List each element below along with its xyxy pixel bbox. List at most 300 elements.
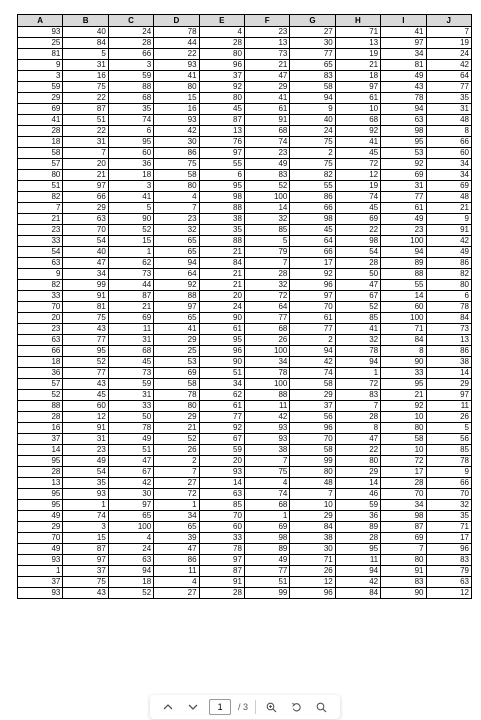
- table-cell[interactable]: 79: [426, 566, 471, 577]
- table-cell[interactable]: 92: [381, 159, 426, 170]
- table-cell[interactable]: 86: [290, 192, 335, 203]
- table-cell[interactable]: 84: [426, 313, 471, 324]
- table-cell[interactable]: 55: [381, 280, 426, 291]
- table-cell[interactable]: 60: [426, 148, 471, 159]
- table-cell[interactable]: 32: [154, 225, 199, 236]
- table-cell[interactable]: 1: [63, 500, 108, 511]
- table-cell[interactable]: 18: [18, 137, 63, 148]
- table-cell[interactable]: 28: [18, 126, 63, 137]
- table-cell[interactable]: 41: [381, 27, 426, 38]
- table-cell[interactable]: 95: [199, 181, 244, 192]
- table-cell[interactable]: 88: [199, 236, 244, 247]
- table-cell[interactable]: 93: [154, 60, 199, 71]
- table-cell[interactable]: 28: [335, 533, 380, 544]
- table-cell[interactable]: 21: [199, 280, 244, 291]
- table-cell[interactable]: 97: [63, 181, 108, 192]
- table-cell[interactable]: 15: [154, 93, 199, 104]
- table-cell[interactable]: 59: [335, 500, 380, 511]
- table-cell[interactable]: 16: [63, 71, 108, 82]
- table-cell[interactable]: 96: [290, 588, 335, 599]
- column-header-i[interactable]: I: [381, 15, 426, 27]
- table-cell[interactable]: 93: [18, 27, 63, 38]
- table-cell[interactable]: 42: [426, 236, 471, 247]
- table-cell[interactable]: 28: [18, 467, 63, 478]
- table-cell[interactable]: 41: [335, 324, 380, 335]
- table-cell[interactable]: 49: [108, 434, 153, 445]
- table-cell[interactable]: 31: [63, 434, 108, 445]
- table-cell[interactable]: 37: [290, 401, 335, 412]
- table-cell[interactable]: 29: [426, 379, 471, 390]
- column-header-h[interactable]: H: [335, 15, 380, 27]
- table-cell[interactable]: 30: [290, 544, 335, 555]
- table-cell[interactable]: 70: [381, 489, 426, 500]
- table-cell[interactable]: 20: [199, 456, 244, 467]
- table-cell[interactable]: 42: [335, 577, 380, 588]
- rotate-icon[interactable]: [288, 698, 306, 716]
- table-cell[interactable]: 44: [108, 280, 153, 291]
- table-cell[interactable]: 22: [335, 225, 380, 236]
- table-cell[interactable]: 63: [108, 555, 153, 566]
- table-cell[interactable]: 89: [381, 258, 426, 269]
- table-cell[interactable]: 88: [108, 82, 153, 93]
- table-cell[interactable]: 73: [108, 368, 153, 379]
- table-cell[interactable]: 98: [199, 192, 244, 203]
- table-cell[interactable]: 63: [18, 335, 63, 346]
- table-cell[interactable]: 8: [381, 346, 426, 357]
- table-cell[interactable]: 28: [244, 269, 289, 280]
- table-cell[interactable]: 21: [108, 302, 153, 313]
- table-cell[interactable]: 35: [108, 104, 153, 115]
- table-cell[interactable]: 78: [426, 456, 471, 467]
- table-cell[interactable]: 57: [18, 379, 63, 390]
- table-cell[interactable]: 7: [63, 148, 108, 159]
- table-cell[interactable]: 37: [18, 577, 63, 588]
- table-cell[interactable]: 73: [426, 324, 471, 335]
- table-cell[interactable]: 29: [290, 390, 335, 401]
- table-cell[interactable]: 77: [381, 192, 426, 203]
- table-cell[interactable]: 9: [426, 467, 471, 478]
- table-cell[interactable]: 93: [18, 588, 63, 599]
- table-cell[interactable]: 75: [244, 467, 289, 478]
- table-cell[interactable]: 64: [290, 236, 335, 247]
- table-cell[interactable]: 95: [108, 137, 153, 148]
- table-cell[interactable]: 41: [154, 324, 199, 335]
- table-cell[interactable]: 30: [108, 489, 153, 500]
- table-cell[interactable]: 94: [381, 104, 426, 115]
- table-cell[interactable]: 28: [199, 588, 244, 599]
- table-cell[interactable]: 88: [244, 390, 289, 401]
- table-cell[interactable]: 3: [108, 181, 153, 192]
- table-cell[interactable]: 10: [381, 412, 426, 423]
- table-cell[interactable]: 12: [63, 412, 108, 423]
- table-cell[interactable]: 69: [381, 533, 426, 544]
- table-cell[interactable]: 31: [108, 335, 153, 346]
- table-cell[interactable]: 100: [108, 522, 153, 533]
- table-cell[interactable]: 40: [63, 247, 108, 258]
- table-cell[interactable]: 63: [381, 115, 426, 126]
- table-cell[interactable]: 11: [108, 324, 153, 335]
- table-cell[interactable]: 77: [244, 566, 289, 577]
- table-cell[interactable]: 34: [426, 170, 471, 181]
- table-cell[interactable]: 90: [199, 357, 244, 368]
- chevron-down-icon[interactable]: [184, 698, 202, 716]
- table-cell[interactable]: 90: [199, 313, 244, 324]
- table-cell[interactable]: 74: [335, 192, 380, 203]
- table-cell[interactable]: 25: [154, 346, 199, 357]
- table-cell[interactable]: 8: [335, 423, 380, 434]
- table-cell[interactable]: 10: [290, 500, 335, 511]
- table-cell[interactable]: 43: [63, 588, 108, 599]
- table-cell[interactable]: 29: [290, 511, 335, 522]
- table-cell[interactable]: 41: [244, 93, 289, 104]
- table-cell[interactable]: 45: [290, 225, 335, 236]
- table-cell[interactable]: 33: [18, 236, 63, 247]
- table-cell[interactable]: 33: [381, 368, 426, 379]
- table-cell[interactable]: 92: [335, 126, 380, 137]
- table-cell[interactable]: 52: [63, 357, 108, 368]
- table-cell[interactable]: 27: [290, 27, 335, 38]
- table-cell[interactable]: 83: [381, 577, 426, 588]
- table-cell[interactable]: 70: [63, 225, 108, 236]
- table-cell[interactable]: 58: [154, 170, 199, 181]
- table-cell[interactable]: 11: [154, 566, 199, 577]
- table-cell[interactable]: 92: [154, 280, 199, 291]
- table-cell[interactable]: 77: [426, 82, 471, 93]
- table-cell[interactable]: 35: [199, 225, 244, 236]
- table-cell[interactable]: 87: [199, 115, 244, 126]
- table-cell[interactable]: 49: [426, 247, 471, 258]
- table-cell[interactable]: 80: [381, 423, 426, 434]
- table-cell[interactable]: 100: [381, 313, 426, 324]
- table-cell[interactable]: 94: [290, 346, 335, 357]
- table-cell[interactable]: 36: [108, 159, 153, 170]
- table-cell[interactable]: 65: [154, 236, 199, 247]
- table-cell[interactable]: 29: [154, 412, 199, 423]
- table-cell[interactable]: 61: [199, 324, 244, 335]
- table-cell[interactable]: 29: [18, 522, 63, 533]
- table-cell[interactable]: 27: [154, 478, 199, 489]
- table-cell[interactable]: 73: [108, 269, 153, 280]
- table-cell[interactable]: 30: [290, 38, 335, 49]
- table-cell[interactable]: 98: [381, 511, 426, 522]
- table-cell[interactable]: 5: [108, 203, 153, 214]
- table-cell[interactable]: 84: [63, 38, 108, 49]
- table-cell[interactable]: 27: [154, 588, 199, 599]
- table-cell[interactable]: 14: [18, 445, 63, 456]
- table-cell[interactable]: 7: [426, 27, 471, 38]
- table-cell[interactable]: 22: [63, 93, 108, 104]
- table-cell[interactable]: 61: [290, 313, 335, 324]
- table-cell[interactable]: 42: [108, 478, 153, 489]
- table-cell[interactable]: 10: [335, 104, 380, 115]
- table-cell[interactable]: 93: [63, 489, 108, 500]
- table-cell[interactable]: 63: [63, 214, 108, 225]
- table-cell[interactable]: 79: [244, 247, 289, 258]
- table-cell[interactable]: 76: [199, 137, 244, 148]
- table-cell[interactable]: 34: [426, 159, 471, 170]
- table-cell[interactable]: 14: [199, 478, 244, 489]
- table-cell[interactable]: 33: [108, 401, 153, 412]
- table-cell[interactable]: 97: [426, 390, 471, 401]
- table-cell[interactable]: 60: [381, 302, 426, 313]
- table-cell[interactable]: 51: [108, 445, 153, 456]
- table-cell[interactable]: 9: [18, 60, 63, 71]
- table-cell[interactable]: 26: [290, 566, 335, 577]
- table-cell[interactable]: 87: [199, 566, 244, 577]
- table-cell[interactable]: 51: [18, 181, 63, 192]
- table-cell[interactable]: 43: [381, 82, 426, 93]
- table-cell[interactable]: 15: [63, 533, 108, 544]
- table-cell[interactable]: 7: [244, 456, 289, 467]
- table-cell[interactable]: 49: [244, 555, 289, 566]
- table-cell[interactable]: 35: [63, 478, 108, 489]
- table-cell[interactable]: 66: [18, 346, 63, 357]
- table-cell[interactable]: 3: [18, 71, 63, 82]
- table-cell[interactable]: 75: [63, 313, 108, 324]
- table-cell[interactable]: 72: [244, 291, 289, 302]
- table-cell[interactable]: 92: [290, 269, 335, 280]
- table-cell[interactable]: 49: [63, 456, 108, 467]
- table-cell[interactable]: 95: [335, 544, 380, 555]
- table-cell[interactable]: 23: [63, 445, 108, 456]
- table-cell[interactable]: 66: [108, 49, 153, 60]
- table-cell[interactable]: 11: [335, 555, 380, 566]
- table-cell[interactable]: 82: [18, 280, 63, 291]
- table-cell[interactable]: 23: [381, 225, 426, 236]
- table-cell[interactable]: 19: [335, 49, 380, 60]
- table-cell[interactable]: 9: [426, 214, 471, 225]
- table-cell[interactable]: 29: [244, 82, 289, 93]
- table-cell[interactable]: 3: [108, 60, 153, 71]
- table-cell[interactable]: 74: [244, 137, 289, 148]
- table-cell[interactable]: 29: [63, 203, 108, 214]
- table-cell[interactable]: 18: [18, 357, 63, 368]
- table-cell[interactable]: 94: [381, 247, 426, 258]
- table-cell[interactable]: 98: [244, 533, 289, 544]
- table-cell[interactable]: 12: [335, 170, 380, 181]
- table-cell[interactable]: 98: [290, 214, 335, 225]
- table-cell[interactable]: 92: [199, 82, 244, 93]
- table-cell[interactable]: 78: [381, 93, 426, 104]
- table-cell[interactable]: 98: [335, 236, 380, 247]
- table-cell[interactable]: 89: [244, 544, 289, 555]
- table-cell[interactable]: 48: [290, 478, 335, 489]
- table-cell[interactable]: 83: [244, 170, 289, 181]
- table-cell[interactable]: 42: [154, 126, 199, 137]
- table-cell[interactable]: 70: [290, 434, 335, 445]
- table-cell[interactable]: 83: [426, 555, 471, 566]
- table-cell[interactable]: 18: [108, 170, 153, 181]
- table-cell[interactable]: 72: [381, 456, 426, 467]
- table-cell[interactable]: 45: [108, 357, 153, 368]
- table-cell[interactable]: 20: [199, 291, 244, 302]
- table-cell[interactable]: 87: [381, 522, 426, 533]
- table-cell[interactable]: 28: [335, 412, 380, 423]
- table-cell[interactable]: 21: [199, 247, 244, 258]
- table-cell[interactable]: 81: [18, 49, 63, 60]
- table-cell[interactable]: 70: [18, 302, 63, 313]
- table-cell[interactable]: 71: [290, 555, 335, 566]
- table-cell[interactable]: 77: [63, 335, 108, 346]
- table-cell[interactable]: 22: [154, 49, 199, 60]
- table-cell[interactable]: 5: [244, 236, 289, 247]
- table-cell[interactable]: 29: [335, 467, 380, 478]
- table-cell[interactable]: 31: [63, 60, 108, 71]
- table-cell[interactable]: 66: [290, 247, 335, 258]
- table-cell[interactable]: 34: [154, 511, 199, 522]
- table-cell[interactable]: 97: [154, 302, 199, 313]
- table-cell[interactable]: 87: [63, 544, 108, 555]
- table-cell[interactable]: 23: [244, 148, 289, 159]
- zoom-in-icon[interactable]: [263, 698, 281, 716]
- table-cell[interactable]: 34: [381, 500, 426, 511]
- table-cell[interactable]: 57: [18, 159, 63, 170]
- table-cell[interactable]: 88: [18, 401, 63, 412]
- table-cell[interactable]: 95: [18, 500, 63, 511]
- table-cell[interactable]: 95: [63, 346, 108, 357]
- table-cell[interactable]: 82: [426, 269, 471, 280]
- table-cell[interactable]: 97: [335, 82, 380, 93]
- table-cell[interactable]: 7: [154, 203, 199, 214]
- table-cell[interactable]: 52: [244, 181, 289, 192]
- table-cell[interactable]: 13: [426, 335, 471, 346]
- table-cell[interactable]: 37: [18, 434, 63, 445]
- table-cell[interactable]: 12: [426, 588, 471, 599]
- table-cell[interactable]: 65: [154, 313, 199, 324]
- table-cell[interactable]: 100: [244, 346, 289, 357]
- table-cell[interactable]: 84: [335, 588, 380, 599]
- table-cell[interactable]: 48: [426, 192, 471, 203]
- table-cell[interactable]: 5: [63, 49, 108, 60]
- table-cell[interactable]: 41: [108, 192, 153, 203]
- table-cell[interactable]: 23: [154, 214, 199, 225]
- table-cell[interactable]: 58: [18, 148, 63, 159]
- table-cell[interactable]: 47: [335, 280, 380, 291]
- table-cell[interactable]: 7: [154, 467, 199, 478]
- table-cell[interactable]: 91: [63, 291, 108, 302]
- table-cell[interactable]: 75: [63, 577, 108, 588]
- table-cell[interactable]: 52: [108, 225, 153, 236]
- column-header-a[interactable]: A: [18, 15, 63, 27]
- table-cell[interactable]: 1: [154, 500, 199, 511]
- table-cell[interactable]: 78: [244, 368, 289, 379]
- table-cell[interactable]: 4: [244, 478, 289, 489]
- table-cell[interactable]: 51: [199, 368, 244, 379]
- table-cell[interactable]: 94: [154, 258, 199, 269]
- table-cell[interactable]: 14: [381, 291, 426, 302]
- table-cell[interactable]: 92: [381, 401, 426, 412]
- table-cell[interactable]: 91: [426, 225, 471, 236]
- table-cell[interactable]: 63: [18, 258, 63, 269]
- table-cell[interactable]: 22: [335, 445, 380, 456]
- table-cell[interactable]: 90: [381, 588, 426, 599]
- table-cell[interactable]: 80: [18, 170, 63, 181]
- table-cell[interactable]: 52: [108, 588, 153, 599]
- table-cell[interactable]: 69: [426, 181, 471, 192]
- table-cell[interactable]: 88: [154, 291, 199, 302]
- table-cell[interactable]: 80: [426, 280, 471, 291]
- table-cell[interactable]: 66: [290, 203, 335, 214]
- table-cell[interactable]: 68: [244, 126, 289, 137]
- table-cell[interactable]: 32: [335, 335, 380, 346]
- table-cell[interactable]: 75: [154, 159, 199, 170]
- table-cell[interactable]: 80: [199, 93, 244, 104]
- table-cell[interactable]: 31: [426, 104, 471, 115]
- table-cell[interactable]: 94: [108, 566, 153, 577]
- table-cell[interactable]: 93: [199, 467, 244, 478]
- table-cell[interactable]: 67: [199, 434, 244, 445]
- table-cell[interactable]: 6: [108, 126, 153, 137]
- table-cell[interactable]: 48: [426, 115, 471, 126]
- table-cell[interactable]: 68: [108, 93, 153, 104]
- table-cell[interactable]: 56: [426, 434, 471, 445]
- table-cell[interactable]: 97: [108, 500, 153, 511]
- table-cell[interactable]: 29: [154, 335, 199, 346]
- table-cell[interactable]: 56: [290, 412, 335, 423]
- table-cell[interactable]: 80: [381, 555, 426, 566]
- table-cell[interactable]: 86: [426, 346, 471, 357]
- table-cell[interactable]: 28: [381, 478, 426, 489]
- table-cell[interactable]: 20: [63, 159, 108, 170]
- table-cell[interactable]: 69: [108, 313, 153, 324]
- table-cell[interactable]: 7: [381, 544, 426, 555]
- table-cell[interactable]: 30: [154, 137, 199, 148]
- table-cell[interactable]: 89: [335, 522, 380, 533]
- table-cell[interactable]: 80: [335, 456, 380, 467]
- column-header-b[interactable]: B: [63, 15, 108, 27]
- table-cell[interactable]: 23: [18, 324, 63, 335]
- table-cell[interactable]: 8: [426, 126, 471, 137]
- table-cell[interactable]: 19: [426, 38, 471, 49]
- search-icon[interactable]: [312, 698, 330, 716]
- table-cell[interactable]: 91: [244, 115, 289, 126]
- table-cell[interactable]: 94: [335, 566, 380, 577]
- table-cell[interactable]: 99: [290, 456, 335, 467]
- chevron-up-icon[interactable]: [159, 698, 177, 716]
- table-cell[interactable]: 36: [335, 511, 380, 522]
- table-cell[interactable]: 45: [335, 148, 380, 159]
- table-cell[interactable]: 97: [199, 555, 244, 566]
- table-cell[interactable]: 32: [426, 500, 471, 511]
- table-cell[interactable]: 60: [63, 401, 108, 412]
- table-cell[interactable]: 9: [18, 269, 63, 280]
- table-cell[interactable]: 1: [244, 511, 289, 522]
- table-cell[interactable]: 12: [290, 577, 335, 588]
- table-cell[interactable]: 50: [335, 269, 380, 280]
- table-cell[interactable]: 77: [199, 412, 244, 423]
- table-cell[interactable]: 58: [290, 445, 335, 456]
- table-cell[interactable]: 34: [63, 269, 108, 280]
- table-cell[interactable]: 16: [154, 104, 199, 115]
- table-cell[interactable]: 66: [426, 137, 471, 148]
- table-cell[interactable]: 2: [290, 335, 335, 346]
- table-cell[interactable]: 84: [290, 522, 335, 533]
- table-cell[interactable]: 62: [199, 390, 244, 401]
- table-cell[interactable]: 45: [63, 390, 108, 401]
- table-cell[interactable]: 86: [154, 148, 199, 159]
- table-cell[interactable]: 6: [426, 291, 471, 302]
- table-cell[interactable]: 80: [154, 82, 199, 93]
- table-cell[interactable]: 52: [18, 390, 63, 401]
- table-cell[interactable]: 78: [426, 302, 471, 313]
- table-cell[interactable]: 45: [335, 203, 380, 214]
- table-cell[interactable]: 2: [154, 456, 199, 467]
- table-cell[interactable]: 75: [290, 137, 335, 148]
- table-cell[interactable]: 45: [199, 104, 244, 115]
- table-cell[interactable]: 21: [199, 269, 244, 280]
- table-cell[interactable]: 78: [335, 346, 380, 357]
- table-cell[interactable]: 65: [108, 511, 153, 522]
